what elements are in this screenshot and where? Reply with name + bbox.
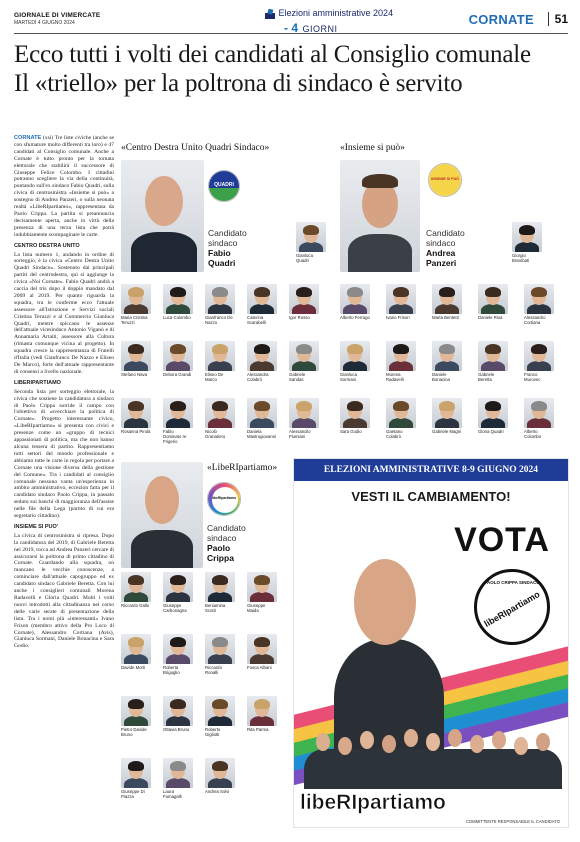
candidate-thumb-name: Igor Rosso bbox=[289, 315, 310, 320]
candidate-thumb bbox=[296, 222, 326, 263]
candidate-thumb-name: Gianfranco De Nazzo bbox=[205, 315, 233, 325]
candidate-thumb bbox=[205, 758, 235, 794]
candidate-thumb-photo bbox=[386, 341, 416, 371]
ad-seal-logo: PAOLO CRIPPA SINDACO libeRIpartiamo bbox=[474, 569, 550, 645]
candidate-thumb-name: Gianluca Quadri bbox=[296, 253, 313, 263]
candidate-thumb-name: Morena Radavelli bbox=[386, 372, 404, 382]
candidate-thumb-name: Daniele Bonacina bbox=[432, 372, 450, 382]
candidate-thumb bbox=[121, 634, 151, 670]
candidate-thumb-photo bbox=[163, 758, 193, 788]
candidate-thumb bbox=[121, 572, 151, 608]
candidate-thumb-name: Pietro Davide Bruno bbox=[121, 727, 147, 737]
candidate-thumb bbox=[432, 341, 462, 382]
candidate-label-quadri: Candidato sindaco Fabio Quadri bbox=[208, 228, 247, 268]
candidate-thumb-name: Maria Cristina Teruzzi bbox=[121, 315, 148, 325]
candidate-thumb-name: Riccardo Gallo bbox=[121, 603, 150, 608]
candidate-thumb-name: Beniamina Scotti bbox=[205, 603, 226, 613]
candidate-thumb-photo bbox=[205, 398, 235, 428]
candidate-thumb-name: Nicolò Granatiero bbox=[205, 429, 226, 439]
article-paragraph: CORNATE (xsi) Tre liste civiche (anche se con sfumature molto differenti tra loro) e 47 candidati al Consiglio comunale. Anche a Cornate è tutto pronto per la tornata elettorale che stabilirà il successore di Giuseppe Felice Colombo. I cittadini potranno scegliere la via della continuità, puntando sull'ex sindaco Fabio Quadri, sulla civica di centrosinistra «Insieme si può» a sostegno di Andrea Panzeri, o sulla neonata realtà «LibeRIpartiamo», rappresentata da Paolo Crippa. La partita si preannuncia decisamente aperta, anche in virtù della presenza di una terza lista che potrà indubbiamente scompaginare le carte. bbox=[14, 135, 114, 238]
candidate-thumb bbox=[247, 398, 277, 439]
candidate-thumb bbox=[205, 572, 235, 613]
candidate-thumb-name: Giuseppe Di Piazza bbox=[121, 789, 145, 799]
ad-committente: COMMITTENTE RESPONSABILE IL CANDIDATO bbox=[465, 819, 560, 824]
candidate-thumb-name: Fabio Dominato re Frigerio bbox=[163, 429, 187, 444]
candidate-thumb bbox=[205, 634, 235, 675]
candidate-thumb bbox=[121, 284, 151, 325]
logo-insieme: INSIEME SI PUÒ bbox=[428, 163, 462, 197]
candidate-thumb-photo bbox=[163, 572, 193, 602]
candidate-label-panzeri: Candidato sindaco Andrea Panzeri bbox=[426, 228, 465, 268]
subheading: CENTRO DESTRA UNITO bbox=[14, 242, 80, 249]
candidate-thumb bbox=[289, 284, 319, 320]
candidate-thumb-name: Alessandra Colabrò bbox=[247, 372, 269, 382]
candidate-thumb bbox=[340, 284, 370, 320]
candidate-thumb bbox=[386, 398, 416, 439]
candidate-thumb-photo bbox=[121, 341, 151, 371]
candidate-thumb-photo bbox=[247, 634, 277, 664]
candidate-thumb-photo bbox=[340, 398, 370, 428]
candidate-thumb-photo bbox=[478, 341, 508, 371]
candidate-thumb-name: Alessandro Flumiani bbox=[289, 429, 311, 439]
candidate-thumb bbox=[247, 696, 277, 732]
candidate-thumb bbox=[247, 572, 277, 613]
page-header bbox=[14, 8, 568, 34]
candidate-thumb bbox=[386, 341, 416, 382]
candidate-thumb-photo bbox=[205, 634, 235, 664]
candidate-thumb-name: Gabriele Magni bbox=[432, 429, 462, 434]
candidate-thumb bbox=[205, 341, 235, 382]
candidate-thumb-name: Fosca Albani bbox=[247, 665, 272, 670]
candidate-thumb-photo bbox=[432, 284, 462, 314]
candidate-photo-panzeri bbox=[340, 160, 420, 272]
candidate-thumb bbox=[163, 341, 193, 377]
candidate-thumb-name: Eliseo De Marco bbox=[205, 372, 224, 382]
candidate-thumb bbox=[524, 398, 554, 439]
candidate-thumb bbox=[247, 341, 277, 382]
candidate-thumb-name: Rosanna Pirola bbox=[121, 429, 151, 434]
candidate-thumb bbox=[247, 284, 277, 325]
candidate-thumb-name: Gloria Quadri bbox=[478, 429, 504, 434]
candidate-thumb-name: Ivano Frison bbox=[386, 315, 410, 320]
candidate-thumb-name: Gabriele Beretta bbox=[478, 372, 495, 382]
candidate-thumb-name: Rita Parma bbox=[247, 727, 269, 732]
logo-liberipartiamo: libeRIpartiamo bbox=[207, 482, 241, 516]
article-paragraph: Seconda lista per sorteggio elettorale, la civica che sostiene la candidatura a sindaco di Paolo Crippa sorride il campo con l'obiettivo di «svecchiare la politica di Cornate». Progetto interessante civico, «LibeRIpartiamo» si presenta con civici e presenze come un «gruppo di tecnici appassionati di politica, ma che non hanno alcuna tessera di partito. Rappresentiamo tutti settori del mondo professionale e abbiamo tutte le carte in regola per portare a Cornate una visione diversa della gestione del Comune». Tra i candidati al consiglio comunale nessuno vanta un'esperienza in ambito amministrativo, eccezion fatta per il candidato sindaco Paolo Crippa, in passato seduto sui banchi di maggioranza dell'assise nelle file della Lega (partito di cui era segretario cittadino). bbox=[14, 388, 114, 520]
candidate-thumb-photo bbox=[386, 398, 416, 428]
candidate-thumb-name: Roberta Briguglio bbox=[163, 665, 180, 675]
candidate-thumb-name: Riccardo Ronalli bbox=[205, 665, 222, 675]
candidate-thumb-photo bbox=[478, 284, 508, 314]
candidate-photo-crippa bbox=[121, 462, 203, 568]
headline-line2: Il «triello» per la poltrona di sindaco è servito bbox=[14, 70, 463, 97]
candidate-photo-quadri bbox=[121, 160, 204, 272]
candidate-thumb-photo bbox=[512, 222, 542, 252]
candidate-thumb-name: Giorgio Brambati bbox=[512, 253, 530, 263]
countdown-label: GIORNI bbox=[302, 24, 338, 34]
candidate-thumb-photo bbox=[247, 398, 277, 428]
headline bbox=[14, 40, 570, 98]
candidate-thumb-photo bbox=[386, 284, 416, 314]
candidate-thumb bbox=[289, 398, 319, 439]
issue-date: MARTEDÌ 4 GIUGNO 2024 bbox=[14, 20, 75, 26]
candidate-thumb-name: Luca Colombo bbox=[163, 315, 191, 320]
candidate-thumb-photo bbox=[121, 634, 151, 664]
candidate-thumb bbox=[478, 398, 508, 434]
candidate-thumb-name: Roberto Gigliotti bbox=[205, 727, 221, 737]
dateline: CORNATE bbox=[14, 135, 42, 141]
candidate-thumb-name: Caterina Scarabelli bbox=[247, 315, 266, 325]
candidate-thumb-photo bbox=[205, 758, 235, 788]
list-title-isp: «Insieme si può» bbox=[340, 143, 405, 153]
candidate-thumb-name: Debora Grandi bbox=[163, 372, 192, 377]
candidate-thumb-photo bbox=[121, 398, 151, 428]
candidate-thumb-name: Laura Fumagalli bbox=[163, 789, 182, 799]
candidate-thumb-name: Stefano Nava bbox=[121, 372, 148, 377]
candidate-thumb-photo bbox=[340, 284, 370, 314]
candidate-thumb bbox=[432, 284, 462, 320]
candidate-thumb-photo bbox=[205, 341, 235, 371]
candidate-thumb-photo bbox=[163, 284, 193, 314]
candidate-thumb bbox=[289, 341, 319, 382]
candidate-thumb-photo bbox=[121, 758, 151, 788]
candidate-thumb bbox=[163, 284, 193, 320]
candidate-thumb-photo bbox=[163, 634, 193, 664]
candidate-thumb-name: Daniele Riva bbox=[478, 315, 503, 320]
candidate-thumb-photo bbox=[121, 696, 151, 726]
candidate-thumb-name: Andrea Solvi bbox=[205, 789, 230, 794]
campaign-advert bbox=[293, 458, 569, 828]
page-number: 51 bbox=[548, 12, 568, 26]
candidate-thumb-photo bbox=[289, 284, 319, 314]
candidate-thumb bbox=[247, 634, 277, 670]
candidate-thumb-name: Marta Bentetti bbox=[432, 315, 459, 320]
candidate-thumb-name: Alberto Colombo bbox=[524, 429, 542, 439]
candidate-thumb-photo bbox=[478, 398, 508, 428]
candidate-thumb bbox=[205, 398, 235, 439]
subheading: INSIEME SI PUO' bbox=[14, 523, 59, 530]
list-title-cdu: «Centro Destra Unito Quadri Sindaco» bbox=[121, 143, 270, 153]
candidate-thumb-photo bbox=[247, 572, 277, 602]
ad-group-photo bbox=[304, 727, 562, 789]
candidate-thumb-name: Gaetano Colabrò bbox=[386, 429, 403, 439]
candidate-thumb bbox=[163, 758, 193, 799]
candidate-thumb-photo bbox=[296, 222, 326, 252]
candidate-thumb-photo bbox=[121, 572, 151, 602]
candidate-thumb bbox=[432, 398, 462, 434]
candidate-thumb bbox=[205, 696, 235, 737]
elections-tag bbox=[264, 8, 393, 19]
candidate-thumb-name: Daniela Mastrogiovanni bbox=[247, 429, 277, 439]
candidate-thumb bbox=[524, 341, 554, 382]
candidate-thumb bbox=[163, 398, 193, 444]
candidate-thumb-name: Gabriele Sandas bbox=[289, 372, 306, 382]
list-title-lib: «LibeRIpartiamo» bbox=[207, 463, 278, 473]
candidate-thumb-name: Davide Morti bbox=[121, 665, 146, 670]
candidate-thumb-photo bbox=[163, 398, 193, 428]
ad-brand: libeRIpartiamo bbox=[300, 791, 446, 814]
ad-candidate-photo bbox=[324, 549, 444, 749]
candidate-thumb-name: Gianluca Sormani bbox=[340, 372, 357, 382]
town-name: CORNATE bbox=[468, 12, 534, 27]
candidate-label-crippa: Candidato sindaco Paolo Crippa bbox=[207, 523, 246, 563]
candidate-thumb-name: Ottavia Bruno bbox=[163, 727, 190, 732]
candidate-thumb bbox=[478, 284, 508, 320]
candidate-thumb bbox=[205, 284, 235, 325]
ad-vota: VOTA bbox=[454, 521, 550, 559]
candidate-thumb-photo bbox=[432, 398, 462, 428]
candidate-thumb bbox=[386, 284, 416, 320]
candidate-thumb-photo bbox=[340, 341, 370, 371]
ad-slogan: VESTI IL CAMBIAMENTO! bbox=[351, 489, 511, 504]
headline-line1: Ecco tutti i volti dei candidati al Consiglio comunale bbox=[14, 41, 531, 68]
candidate-thumb-name: Alberto Ferrago bbox=[340, 315, 370, 320]
candidate-thumb bbox=[163, 634, 193, 675]
candidate-thumb bbox=[478, 341, 508, 382]
candidate-thumb-photo bbox=[432, 341, 462, 371]
candidate-thumb-photo bbox=[205, 696, 235, 726]
candidate-thumb bbox=[163, 572, 193, 613]
candidate-thumb-photo bbox=[163, 341, 193, 371]
candidate-thumb bbox=[340, 341, 370, 382]
candidate-thumb-photo bbox=[163, 696, 193, 726]
candidate-thumb-name: Sara Godio bbox=[340, 429, 362, 434]
candidate-thumb bbox=[121, 341, 151, 377]
candidate-thumb bbox=[121, 696, 151, 737]
candidate-thumb-name: Giuseppe Carbonagna bbox=[163, 603, 187, 613]
countdown-number: - 4 bbox=[284, 21, 299, 35]
candidate-thumb bbox=[340, 398, 370, 434]
candidate-thumb bbox=[524, 284, 554, 325]
newspaper-name: GIORNALE DI VIMERCATE bbox=[14, 12, 101, 19]
article-text bbox=[14, 135, 114, 653]
candidate-thumb-photo bbox=[205, 284, 235, 314]
candidate-thumb bbox=[121, 398, 151, 434]
candidate-thumb-photo bbox=[524, 398, 554, 428]
candidate-thumb-photo bbox=[247, 341, 277, 371]
candidate-thumb-photo bbox=[289, 398, 319, 428]
article-paragraph: La lista numero 1, andando in ordine di sorteggio, è la civica «Centro Destra Unito Quadri Sindaco». Sostenuto dai principali partiti del centrodestra, qui si aggiunge la civica «Noi Cornate». Fabio Quadri andrà a caccia del tris dopo il doppio mandato dal 2009 al 2019. Per quanto riguarda la squadra, tra le conferme ecco l'attuale assessore all'Istruzione e Servizi sociali Cristina Teruzzi e al Commercio Gianluca Quadri, mentre spiccano le assenze dell'attuale vicesindaco Antonio Viganò e di Annamaria Artaiti, assessore alla Cultura (rimasta comunque vicina al progetto). In squadra cresce la rappresentanza di Fratelli d'Italia (vedi Gianfranco De Nazzo e Eliseo De Marco), forte dell'attuale rappresentante di consensi a livello nazionale. bbox=[14, 251, 114, 375]
candidate-thumb-photo bbox=[121, 284, 151, 314]
candidate-thumb-photo bbox=[247, 284, 277, 314]
ballot-icon bbox=[264, 9, 276, 19]
candidate-thumb-name: Alessandro Cortiana bbox=[524, 315, 546, 325]
elections-label: Elezioni amministrative 2024 bbox=[278, 8, 394, 18]
candidate-thumb-photo bbox=[289, 341, 319, 371]
candidate-thumb-name: Giuseppe Maida bbox=[247, 603, 266, 613]
countdown bbox=[284, 19, 337, 37]
candidate-thumb-photo bbox=[524, 341, 554, 371]
candidate-thumb bbox=[121, 758, 151, 799]
candidate-thumb-photo bbox=[524, 284, 554, 314]
candidate-thumb-name: Franco Murovec bbox=[524, 372, 541, 382]
candidate-thumb bbox=[512, 222, 542, 263]
logo-quadri: QUADRI bbox=[208, 170, 240, 202]
candidate-thumb-photo bbox=[247, 696, 277, 726]
article-paragraph: La civica di centrosinistra si ripresa. Dopo la candidatura del 2019, di Gabriele Beretta nel 2019, tocca ad Andrea Panzeri cercare di assicurarsi la poltrona di primo cittadino di Cornate. Guardando alla squadra, on mancano le vecchie conoscenze, a cominciare dall'attuale capogruppo ed ex candidato sindaco Gabriele Beretta. Con lui anche i consiglieri comunali Morena Radavelli e Gloria Quadri. Molti i volti nuovi introdotti alla cittadinanza nel corso delle varie serate di presentazione della lista. Tra i nomi più «interessanti» Ivano Frison (membro attivo della Pro Loco di Cornate), Alessandro Cortiana (Avis), Gianluca Sormani, Daniele Bonacina e Sara Godio. bbox=[14, 532, 114, 650]
subheading: LIBERIPARTIAMO bbox=[14, 379, 61, 386]
ad-banner: ELEZIONI AMMINISTRATIVE 8-9 GIUGNO 2024 bbox=[294, 459, 568, 481]
candidate-thumb bbox=[163, 696, 193, 732]
candidate-thumb-photo bbox=[205, 572, 235, 602]
